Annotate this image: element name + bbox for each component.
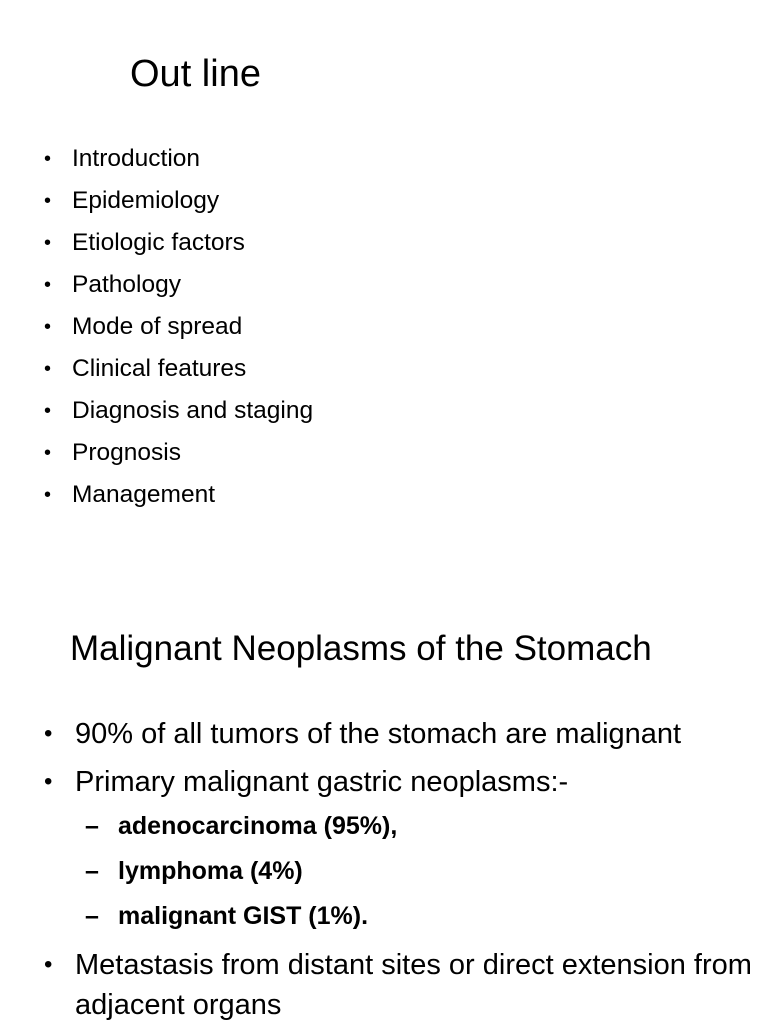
- dash-icon: –: [85, 812, 99, 840]
- sub-list-item: [85, 849, 764, 894]
- sub-list-item-text: adenocarcinoma (95%),: [118, 812, 398, 840]
- bullet-icon: •: [44, 274, 52, 296]
- list-item-text: Introduction: [72, 145, 201, 172]
- list-item-text: 90% of all tumors of the stomach are malignant: [75, 718, 682, 750]
- bullet-icon: •: [44, 148, 52, 170]
- list-item: [44, 180, 313, 222]
- slide-malignant-neoplasms: [0, 600, 768, 1024]
- list-item-text: Clinical features: [72, 355, 247, 382]
- list-item: [44, 264, 313, 306]
- slide-title: Malignant Neoplasms of the Stomach: [70, 629, 652, 668]
- bullet-icon: •: [44, 951, 53, 978]
- list-item: [44, 222, 313, 264]
- list-item-text: Diagnosis and staging: [72, 397, 314, 424]
- list-item: [44, 762, 764, 939]
- bullet-list: [44, 714, 764, 1025]
- sub-list-item-text: malignant GIST (1%).: [118, 902, 369, 930]
- bullet-icon: •: [44, 768, 53, 795]
- list-item: [44, 390, 313, 432]
- outline-list: [44, 138, 313, 516]
- list-item-text: Epidemiology: [72, 187, 220, 214]
- bullet-icon: •: [44, 442, 52, 464]
- list-item-text: Mode of spread: [72, 313, 243, 340]
- list-item: [44, 474, 313, 516]
- dash-icon: –: [85, 857, 99, 885]
- list-item: [44, 306, 313, 348]
- bullet-icon: •: [44, 720, 53, 747]
- bullet-icon: •: [44, 358, 52, 380]
- bullet-icon: •: [44, 484, 52, 506]
- bullet-icon: •: [44, 400, 52, 422]
- slide-title: Out line: [130, 53, 261, 95]
- list-item: [44, 348, 313, 390]
- list-item-text: Etiologic factors: [72, 229, 245, 256]
- list-item: [44, 714, 764, 754]
- list-item-text: Prognosis: [72, 439, 181, 466]
- list-item-text: Metastasis from distant sites or direct extension from adjacent organs: [75, 949, 752, 1021]
- sub-list: [75, 804, 764, 939]
- bullet-icon: •: [44, 316, 52, 338]
- list-item: [44, 138, 313, 180]
- sub-list-item: [85, 894, 764, 939]
- list-item-text: Primary malignant gastric neoplasms:-: [75, 766, 569, 798]
- list-item: [44, 945, 764, 1025]
- list-item-text: Pathology: [72, 271, 181, 298]
- list-item-text: Management: [72, 481, 216, 508]
- dash-icon: –: [85, 902, 99, 930]
- sub-list-item: [85, 804, 764, 849]
- bullet-icon: •: [44, 232, 52, 254]
- bullet-icon: •: [44, 190, 52, 212]
- list-item: [44, 432, 313, 474]
- sub-list-item-text: lymphoma (4%): [118, 857, 303, 885]
